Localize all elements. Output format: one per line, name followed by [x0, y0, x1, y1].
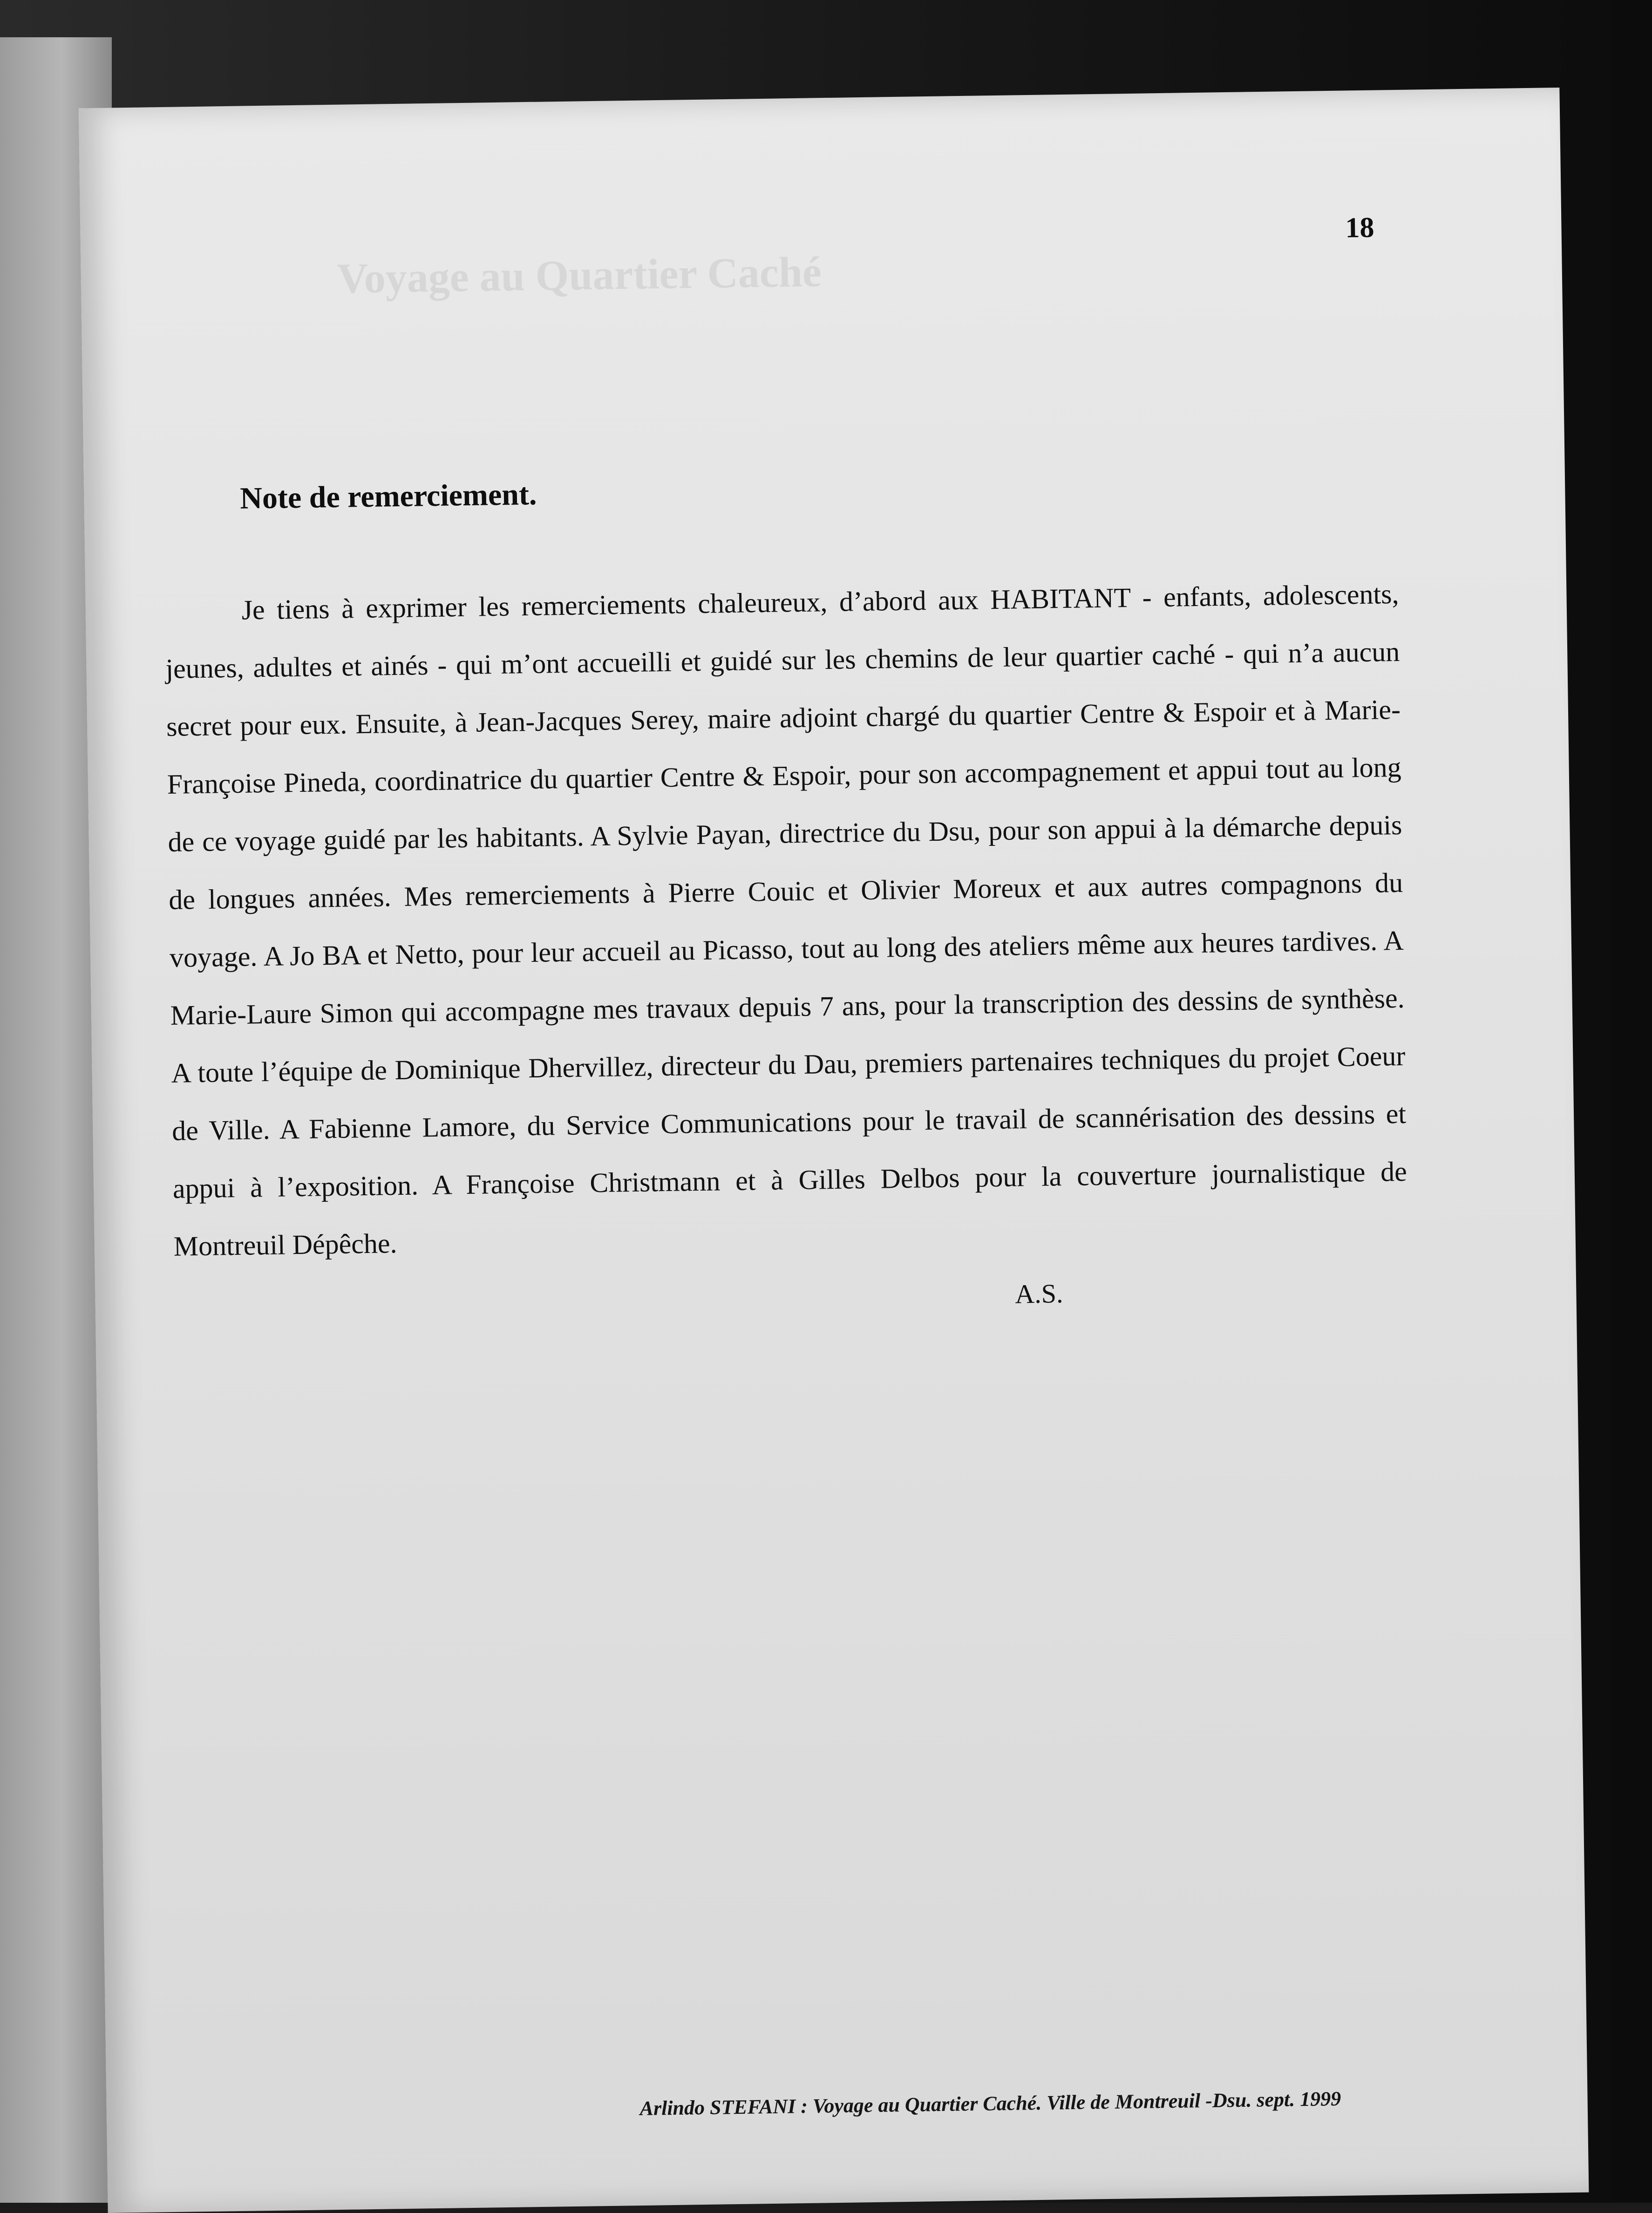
- page-title: Note de remerciement.: [239, 477, 537, 516]
- page-number: 18: [1345, 211, 1374, 244]
- acknowledgement-paragraph: Je tiens à exprimer les remerciements chaleureux, d’abord aux HABITANT - enfants, adolescents, jeunes, adultes et ainés - qui m’ont accueilli et guidé sur les chemins de leur quartier caché - qui n’a aucun secret pour eux. Ensuite, à Jean-Jacques Serey, maire adjoint chargé du quartier Centre & Espoir et à Marie-Françoise Pineda, coordinatrice du quartier Centre & Espoir, pour son accompagnement et appui tout au long de ce voyage guidé par les habitants. A Sylvie Payan, directrice du Dsu, pour son appui à la démarche depuis de longues années. Mes remerciements à Pierre Couic et Olivier Moreux et aux autres compagnons du voyage. A Jo BA et Netto, pour leur accueil au Picasso, tout au long des ateliers même aux heures tardives. A Marie-Laure Simon qui accompagne mes travaux depuis 7 ans, pour la transcription des dessins de synthèse. A toute l’équipe de Dominique Dhervillez, directeur du Dau, premiers partenaires techniques du projet Coeur de Ville. A Fabienne Lamore, du Service Communications pour le travail de scannérisation des dessins et appui à l’exposition. A Françoise Christmann et à Gilles Delbos pour la couverture journalistique de Montreuil Dépêche.: [165, 578, 1407, 1262]
- document-page: [79, 88, 1589, 2213]
- show-through-text: Voyage au Quartier Caché: [337, 248, 822, 302]
- signature: A.S.: [1014, 1278, 1063, 1309]
- page-footer: Arlindo STEFANI : Voyage au Quartier Caché. Ville de Montreuil -Dsu. sept. 1999: [639, 2087, 1341, 2120]
